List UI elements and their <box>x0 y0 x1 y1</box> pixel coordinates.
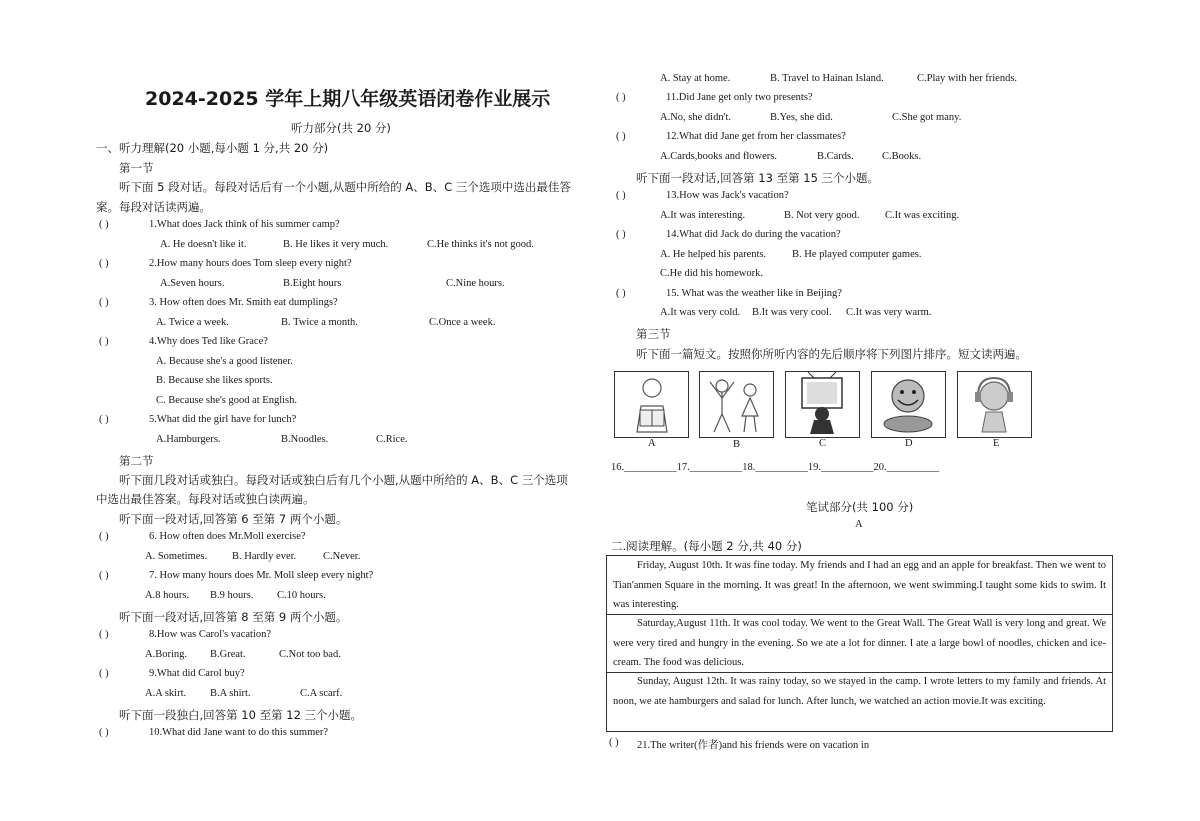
q5-option-a: A.Hamburgers. <box>156 434 221 445</box>
answer-paren[interactable]: ( ) <box>616 92 626 103</box>
answer-paren[interactable]: ( ) <box>99 297 109 308</box>
section2-label: 第二节 <box>119 454 154 468</box>
q2-option-b: B.Eight hours <box>283 278 342 289</box>
q7-option-a: A.8 hours. <box>145 590 190 601</box>
q8-option-c: C.Not too bad. <box>279 649 341 660</box>
q14-option-b: B. He played computer games. <box>792 249 922 260</box>
q15-option-b: B.It was very cool. <box>752 307 832 318</box>
q4-option-c: C. Because she's good at English. <box>156 395 297 406</box>
q11-option-a: A.No, she didn't. <box>660 112 732 123</box>
picture-b <box>699 371 774 438</box>
q9-option-a: A.A skirt. <box>145 688 187 699</box>
section3-instruction: 听下面一篇短文。按照你所听内容的先后顺序将下列图片排序。短文读两遍。 <box>636 347 1027 361</box>
section1-instruction: 听下面 5 段对话。每段对话后有一个小题,从题中所给的 A、B、C 三个选项中选出最佳答 <box>119 180 571 194</box>
q12-option-c: C.Books. <box>882 151 922 162</box>
q3-option-c: C.Once a week. <box>429 317 496 328</box>
question-15: 15. What was the weather like in Beijing? <box>666 288 842 299</box>
instruction-13-15: 听下面一段对话,回答第 13 至第 15 三个小题。 <box>636 171 880 185</box>
q3-option-a: A. Twice a week. <box>156 317 229 328</box>
q6-option-c: C.Never. <box>323 551 361 562</box>
question-2: 2.How many hours does Tom sleep every night? <box>149 258 352 269</box>
question-14: 14.What did Jack do during the vacation? <box>666 229 841 240</box>
q6-option-a: A. Sometimes. <box>145 551 208 562</box>
q4-option-b: B. Because she likes sports. <box>156 375 273 386</box>
picture-label-e: E <box>993 438 1000 449</box>
question-12: 12.What did Jane get from her classmates? <box>666 131 846 142</box>
instruction-6-7: 听下面一段对话,回答第 6 至第 7 两个小题。 <box>119 512 348 526</box>
q5-option-c: C.Rice. <box>376 434 408 445</box>
page-title: 2024-2025 学年上期八年级英语闭卷作业展示 <box>145 88 551 110</box>
q2-option-c: C.Nine hours. <box>446 278 505 289</box>
q12-option-a: A.Cards,books and flowers. <box>660 151 777 162</box>
girl-listening-music-icon <box>958 372 1031 437</box>
q13-option-c: C.It was exciting. <box>885 210 960 221</box>
answer-paren[interactable]: ( ) <box>99 727 109 738</box>
section1-label: 第一节 <box>119 161 154 175</box>
answer-paren[interactable]: ( ) <box>99 668 109 679</box>
q8-option-a: A.Boring. <box>145 649 187 660</box>
section2-instruction-cont: 中选出最佳答案。每段对话或独白读两遍。 <box>96 492 315 506</box>
q1-option-c: C.He thinks it's not good. <box>427 239 534 250</box>
q10-option-c: C.Play with her friends. <box>917 73 1018 84</box>
picture-label-c: C <box>819 438 827 449</box>
picture-c <box>785 371 860 438</box>
q7-option-c: C.10 hours. <box>277 590 326 601</box>
answer-paren[interactable]: ( ) <box>609 737 619 748</box>
section2-instruction: 听下面几段对话或独白。每段对话或独白后有几个小题,从题中所给的 A、B、C 三个选项 <box>119 473 568 487</box>
q14-option-c: C.He did his homework. <box>660 268 763 279</box>
question-5: 5.What did the girl have for lunch? <box>149 414 297 425</box>
q12-option-b: B.Cards. <box>817 151 854 162</box>
q10-option-a: A. Stay at home. <box>660 73 731 84</box>
answer-paren[interactable]: ( ) <box>616 288 626 299</box>
answer-blanks-16-20[interactable]: 16.__________17.__________18.__________19.__________20.__________ <box>611 462 940 473</box>
picture-label-a: A <box>648 438 656 449</box>
q6-option-b: B. Hardly ever. <box>232 551 297 562</box>
q2-option-a: A.Seven hours. <box>160 278 225 289</box>
part1-header: 一、听力理解(20 小题,每小题 1 分,共 20 分) <box>96 141 329 155</box>
boy-watching-tv-icon <box>786 372 859 437</box>
answer-paren[interactable]: ( ) <box>616 131 626 142</box>
section3-label: 第三节 <box>636 327 671 341</box>
q5-option-b: B.Noodles. <box>281 434 329 445</box>
answer-paren[interactable]: ( ) <box>99 531 109 542</box>
answer-paren[interactable]: ( ) <box>99 219 109 230</box>
written-header: 笔试部分(共 100 分) <box>806 500 914 514</box>
question-3: 3. How often does Mr. Smith eat dumplings? <box>149 297 338 308</box>
q11-option-b: B.Yes, she did. <box>770 112 833 123</box>
q1-option-b: B. He likes it very much. <box>283 239 389 250</box>
q8-option-b: B.Great. <box>210 649 246 660</box>
picture-a <box>614 371 689 438</box>
q1-option-a: A. He doesn't like it. <box>160 239 247 250</box>
q7-option-b: B.9 hours. <box>210 590 254 601</box>
q15-option-a: A.It was very cold. <box>660 307 741 318</box>
passage-letter: A <box>855 519 863 530</box>
part2-header: 二.阅读理解。(每小题 2 分,共 40 分) <box>611 539 802 553</box>
instruction-10-12: 听下面一段独白,回答第 10 至第 12 三个小题。 <box>119 708 363 722</box>
passage-saturday: Saturday,August 11th. It was cool today. We went to the Great Wall. The Great Wall is very long and great. We were very tired and hungry in the evening. So we ate a lot for dinner. I ate a large bowl of noodles, chicken and ice-cream. The food was delicious. <box>607 614 1112 673</box>
q13-option-b: B. Not very good. <box>784 210 860 221</box>
section1-instruction-cont: 案。每段对话读两遍。 <box>96 200 211 214</box>
q15-option-c: C.It was very warm. <box>846 307 932 318</box>
answer-paren[interactable]: ( ) <box>99 336 109 347</box>
listening-header: 听力部分(共 20 分) <box>291 121 391 135</box>
question-21: 21.The writer(作者)and his friends were on vacation in <box>637 740 870 751</box>
question-6: 6. How often does Mr.Moll exercise? <box>149 531 306 542</box>
q4-option-a: A. Because she's a good listener. <box>156 356 293 367</box>
answer-paren[interactable]: ( ) <box>616 190 626 201</box>
q9-option-c: C.A scarf. <box>300 688 343 699</box>
q11-option-c: C.She got many. <box>892 112 962 123</box>
q9-option-b: B.A shirt. <box>210 688 251 699</box>
answer-paren[interactable]: ( ) <box>99 414 109 425</box>
picture-label-b: B <box>733 439 741 450</box>
q13-option-a: A.It was interesting. <box>660 210 746 221</box>
instruction-8-9: 听下面一段对话,回答第 8 至第 9 两个小题。 <box>119 610 348 624</box>
question-13: 13.How was Jack's vacation? <box>666 190 789 201</box>
picture-e <box>957 371 1032 438</box>
boy-eating-icon <box>872 372 945 437</box>
question-4: 4.Why does Ted like Grace? <box>149 336 268 347</box>
answer-paren[interactable]: ( ) <box>616 229 626 240</box>
picture-label-d: D <box>905 438 913 449</box>
question-11: 11.Did Jane get only two presents? <box>666 92 813 103</box>
answer-paren[interactable]: ( ) <box>99 570 109 581</box>
question-8: 8.How was Carol's vacation? <box>149 629 272 640</box>
passage-friday: Friday, August 10th. It was fine today. My friends and I had an egg and an apple for breakfast. Then we went to Tian'anmen Square in the morning. It was great! In the afternoon, we went swimming.I taught some kids to swim. It was interesting. <box>607 556 1112 615</box>
q10-option-b: B. Travel to Hainan Island. <box>770 73 884 84</box>
question-10: 10.What did Jane want to do this summer? <box>149 727 329 738</box>
q14-option-a: A. He helped his parents. <box>660 249 767 260</box>
question-1: 1.What does Jack think of his summer camp? <box>149 219 340 230</box>
kids-exercising-icon <box>700 372 773 437</box>
question-7: 7. How many hours does Mr. Moll sleep every night? <box>149 570 374 581</box>
answer-paren[interactable]: ( ) <box>99 258 109 269</box>
boy-reading-icon <box>615 372 688 437</box>
question-9: 9.What did Carol buy? <box>149 668 245 679</box>
q3-option-b: B. Twice a month. <box>281 317 358 328</box>
passage-sunday: Sunday, August 12th. It was rainy today, so we stayed in the camp. I wrote letters to my family and friends. At noon, we ate hamburgers and salad for lunch. After lunch, we watched an action movie.It was exciting. <box>613 676 1106 707</box>
answer-paren[interactable]: ( ) <box>99 629 109 640</box>
reading-passages-box <box>606 555 1113 732</box>
picture-d <box>871 371 946 438</box>
